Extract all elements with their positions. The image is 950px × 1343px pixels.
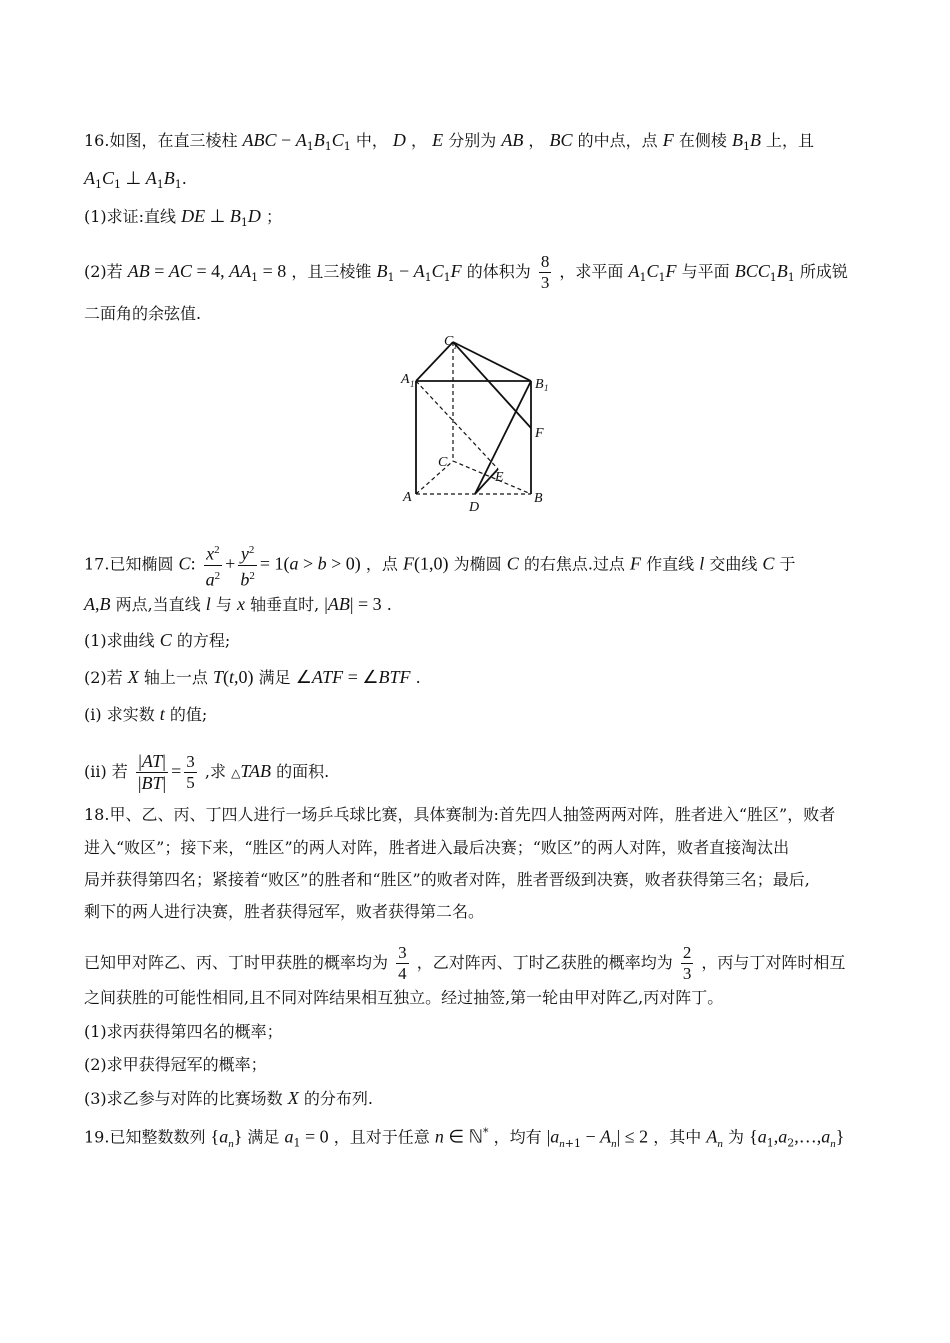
q18-line-2: 进入“败区”；接下来，“胜区”的两人对阵，胜者进入最后决赛；“败区”的两人对阵，败者直接淘汰出 [84,838,790,857]
q17-line-2: A,B 两点,当直线 l 与 x 轴垂直时, |AB| = 3 . [84,594,392,614]
q18-line-6: 之间获胜的可能性相同,且不同对阵结果相互独立。经过抽签,第一轮由甲对阵乙,丙对阵丁。 [84,988,724,1007]
fraction-3-5: $\frac{3}{5}$ [186,752,195,792]
prism-figure [395,330,560,515]
q16-part-1: (1)求证:直线 DE ⊥ $B_1D$ ； [84,206,282,230]
fraction-2-3: $\frac{2}{3}$ [682,943,692,983]
label-B: B [534,491,543,506]
label-B1: B [535,377,544,392]
q18-line-1: 18.甲、乙、丙、丁四人进行一场乒乓球比赛，具体赛制为:首先四人抽签两两对阵，胜者进入“胜区”，败者 [84,805,836,824]
q16-part-2-cont: 二面角的余弦值. [84,304,202,323]
label-D: D [469,500,480,515]
label-A: A [403,490,412,505]
q17-part-1: (1)求曲线 C 的方程; [84,630,231,650]
prism-solid-edges [416,342,531,494]
q16-line-2: $A_1C_1$ ⊥ $A_1B_1$. [84,168,187,192]
label-C1: C [444,334,454,349]
label-E: E [495,470,504,485]
q19-line-1: 19.已知整数数列 $\{a_n\}$ 满足 $a_1 = 0$ ，且对于任意 n ∈ ℕ* ，均有 $|a_{n+1} - A_n| \le 2$ ，其中 $A_n$ 为 $\{a_1,a_2,\dots,a_n\}$ [84,1126,845,1150]
q18-part-1: (1)求丙获得第四名的概率； [84,1022,283,1041]
q17-part-2: (2)若 X 轴上一点 T(t,0) 满足 ∠ATF = ∠BTF . [84,667,421,687]
q18-line-3: 局并获得第四名；紧接着“败区”的胜者和“胜区”的败者对阵，胜者晋级到决赛，败者获得第三名；最后, [84,870,810,889]
q17-line-1: 17.已知椭圆 C: $\frac{x^2}{a^2}$ + $\frac{y^2}{b^2}$ = 1(a > b > 0) ，点 F(1,0) 为椭圆 C 的右焦点.过点 F 作直线 l 交曲线 C 于 [84,540,796,590]
q18-part-2: (2)求甲获得冠军的概率； [84,1055,267,1074]
q18-part-3: (3)求乙参与对阵的比赛场数 X 的分布列. [84,1088,373,1108]
svg-text:1: 1 [410,379,415,389]
q16-line-1: 16.如图，在直三棱柱 ABC − $A_1B_1C_1$ 中， D ， E 分别为 AB ， BC 的中点，点 F 在侧棱 $B_1B$ 上，且 [84,130,815,154]
q18-line-5: 已知甲对阵乙、丙、丁时甲获胜的概率均为 $\frac{3}{4}$ ，乙对阵丙、丁时乙获胜的概率均为 $\frac{2}{3}$ ，丙与丁对阵时相互 [84,943,846,983]
q17-part-2-i: (i) 求实数 t 的值; [84,704,208,724]
svg-text:1: 1 [453,341,458,351]
label-A1: A [401,372,410,387]
svg-text:1: 1 [544,383,549,393]
q16-part-2: (2)若 AB = AC = 4, $AA_1 = 8$ ，且三棱锥 $B_1 - A_1C_1F$ 的体积为 $\frac{8}{3}$ ，求平面 $A_1C_1F$ 与平面 $BCC_1B_1$ 所成锐 [84,252,848,292]
q17-part-2-ii: (ii) 若 $\frac{|AT|}{|BT|}$ = $\frac{3}{5}$ ,求 △TAB 的面积. [84,751,330,793]
fraction-8-3: $\frac{8}{3}$ [540,252,550,292]
label-F: F [535,426,544,441]
q18-line-4: 剩下的两人进行决赛，胜者获得冠军，败者获得第二名。 [84,902,485,921]
label-C: C [438,455,448,470]
fraction-3-4: $\frac{3}{4}$ [398,943,407,983]
